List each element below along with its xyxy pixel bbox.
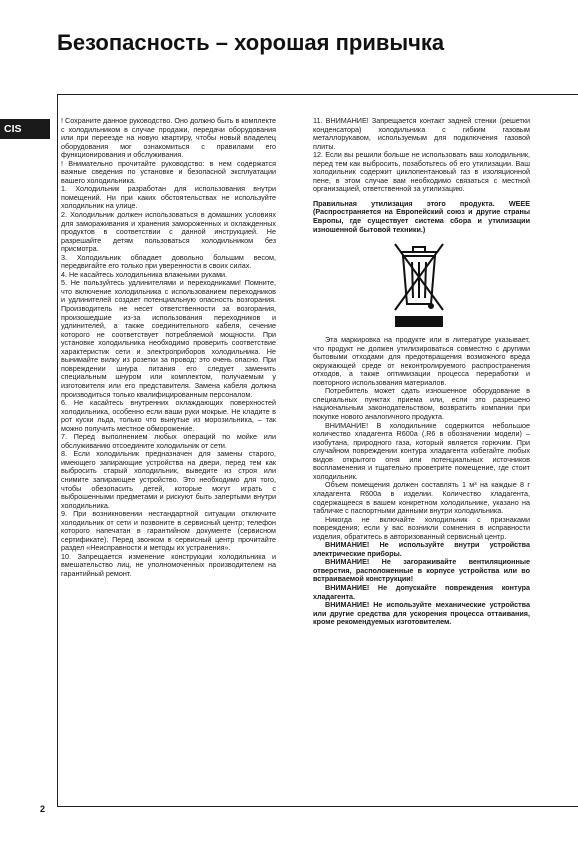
rule-8: 8. Если холодильник предназначен для замены старого, имеющего запирающие устройства на двери, перед тем как выбросить старый холодильник, выведите из строя или снимите запирающее устройство. Это необходимо для того, чтобы обезопасить детей, которые могут играть с выброшенными предметами и рискуют быть запертыми внутри холодильника.: [61, 449, 276, 510]
rule-9: 9. При возникновении нестандартной ситуации отключите холодильник от сети и позвоните в сервисный центр; телефон которого напечатан в гарантийном документе (сервисном сертификате). Перед звонком в сервисный центр прочитайте раздел «Неисправности и методы их устранения».: [61, 509, 276, 553]
right-column: [313, 117, 530, 627]
rule-3: 3. Холодильник обладает довольно большим весом, передвигайте его только при уверенности в своих силах.: [61, 252, 276, 271]
left-margin-rule: [57, 94, 58, 806]
rule-2: 2. Холодильник должен использоваться в домашних условиях для замораживания и хранения замороженных и охлажденных продуктов в соответствии с данной инструкцией. Не разрешайте детям пользоваться холодильником без присмотра.: [61, 210, 276, 254]
rule-7: 7. Перед выполнением любых операций по мойке или обслуживанию отсоедините холодильник от сети.: [61, 432, 276, 450]
room-volume-text: Объем помещения должен составлять 1 м³ на каждые 8 г хладагента R600a в изделии. Количество хладагента, содержащееся в вашем конкретном холодильнике, указано на табличке с паспортными данными внутри холодильника.: [313, 480, 530, 516]
rule-11: 11. ВНИМАНИЕ! Запрещается контакт задней стенки (решетки конденсатора) холодильника с гибким газовым металлорукавом, используемым для подключения газовой плиты.: [313, 116, 530, 151]
rule-1: 1. Холодильник разработан для использования внутри помещений. Ни при каких обстоятельствах не используйте холодильник на улице.: [61, 184, 276, 211]
page-number: 2: [40, 804, 46, 814]
weee-heading: Правильная утилизация этого продукта. WEEE (Распространяется на Европейский союз и другие страны Европы, где существует система сбора и утилизации изношенной бытовой техники.): [313, 198, 530, 234]
page-title: Безопасность – хорошая привычка: [57, 30, 445, 55]
bottom-rule: [57, 806, 578, 807]
left-column: [61, 117, 276, 579]
note-keep-manual: ! Сохраните данное руководство. Оно должно быть в комплекте с холодильником в случае продажи, передачи оборудования или при переезде на новую квартиру, чтобы новый владелец оборудования мог ознакомиться с правилами его функционирования и обслуживания.: [61, 116, 276, 160]
crossed-out-wheelie-bin-icon: [391, 238, 447, 330]
note-read-manual: ! Внимательно прочитайте руководство: в нем содержатся важные сведения по установке и безопасной эксплуатации вашего холодильника.: [61, 158, 276, 185]
weee-marking-text: Эта маркировка на продукте или в литературе указывает, что продукт не должен утилизироваться совместно с другими бытовыми отходами для предотвращения возможного вреда окружающей среде от неконтролируемого распространения отходов, а также оптимизации процесса переработки и повторного использования материалов.: [313, 335, 530, 387]
damage-warning: Никогда не включайте холодильник с признаками повреждения; если у вас возникли сомнения в исправности изделия, обратитесь в авторизованный сервисный центр.: [313, 514, 530, 541]
rule-6: 6. Не касайтесь внутренних охлаждающих поверхностей холодильника, особенно если ваши руки мокрые. Не кладите в рот куски льда, только что вынутые из морозильника, – так можно получить местное обморожение.: [61, 398, 276, 433]
weee-return-text: Потребитель может сдать изношенное оборудование в специальных пунктах приема или, если это разрешено национальным законодательством, возвратить компании при покупке нового аналогичного продукта.: [313, 386, 530, 422]
warning-electrical: ВНИМАНИЕ! Не используйте внутри устройства электрические приборы.: [313, 540, 530, 558]
rule-5: 5. Не пользуйтесь удлинителями и переходниками! Помните, что включение холодильника с использованием переходников и удлинителей создает потенциальную опасность возгорания. Производитель не несет ответственности за возгорания, произошедшие из-за использования переходников и удлинителей, а также соединительного кабеля, сечение которого не соответствует потребляемой мощности. При установке холодильника необходимо проверить соответствие характеристик сети и электроприборов холодильника. Не вынимайте вилку из розетки за провод: это очень опасно. При повреждении шнура питания его следует заменить специальным шнуром или комплектом, получаемым у изготовителя или его представителя. Замена кабеля должна производиться только квалифицированным персоналом.: [61, 278, 276, 399]
rule-4: 4. Не касайтесь холодильника влажными руками.: [61, 269, 228, 279]
refrigerant-warning: ВНИМАНИЕ! В холодильнике содержится небольшое количество хладагента R600a (.R6 в обозначении модели) – изобутана, природного газа, который является горючим. При случайном повреждении контура хладагента избегайте любых видов открытого огня или потенциальных источников воспламенения и тщательно проветрите помещение, где стоит холодильник.: [313, 420, 530, 481]
section-tab: CIS: [0, 119, 50, 139]
warning-vents: ВНИМАНИЕ! Не загораживайте вентиляционные отверстия, расположенные в корпусе устройства или во встраиваемой конструкции!: [313, 557, 530, 584]
weee-symbol: [313, 238, 530, 332]
rule-12: 12. Если вы решили больше не использовать ваш холодильник, перед тем как выбросить, позаботьтесь об его утилизации. Ваш холодильник содержит циклопентановый газ в изоляционной пене, в этом случае вам необходимо связаться с местной организацией, ответственной за утилизацию.: [313, 150, 530, 194]
warning-defrost: ВНИМАНИЕ! Не используйте механические устройства или другие средства для ускорения процесса оттаивания, кроме рекомендуемых изготовителем.: [313, 600, 530, 627]
warning-refrigerant-circuit: ВНИМАНИЕ! Не допускайте повреждения контура хладагента.: [313, 582, 530, 601]
rule-10: 10. Запрещается изменение конструкции холодильника и вмешательство лиц, не уполномоченных производителем на гарантийный ремонт.: [61, 551, 276, 578]
top-rule: [57, 94, 578, 95]
